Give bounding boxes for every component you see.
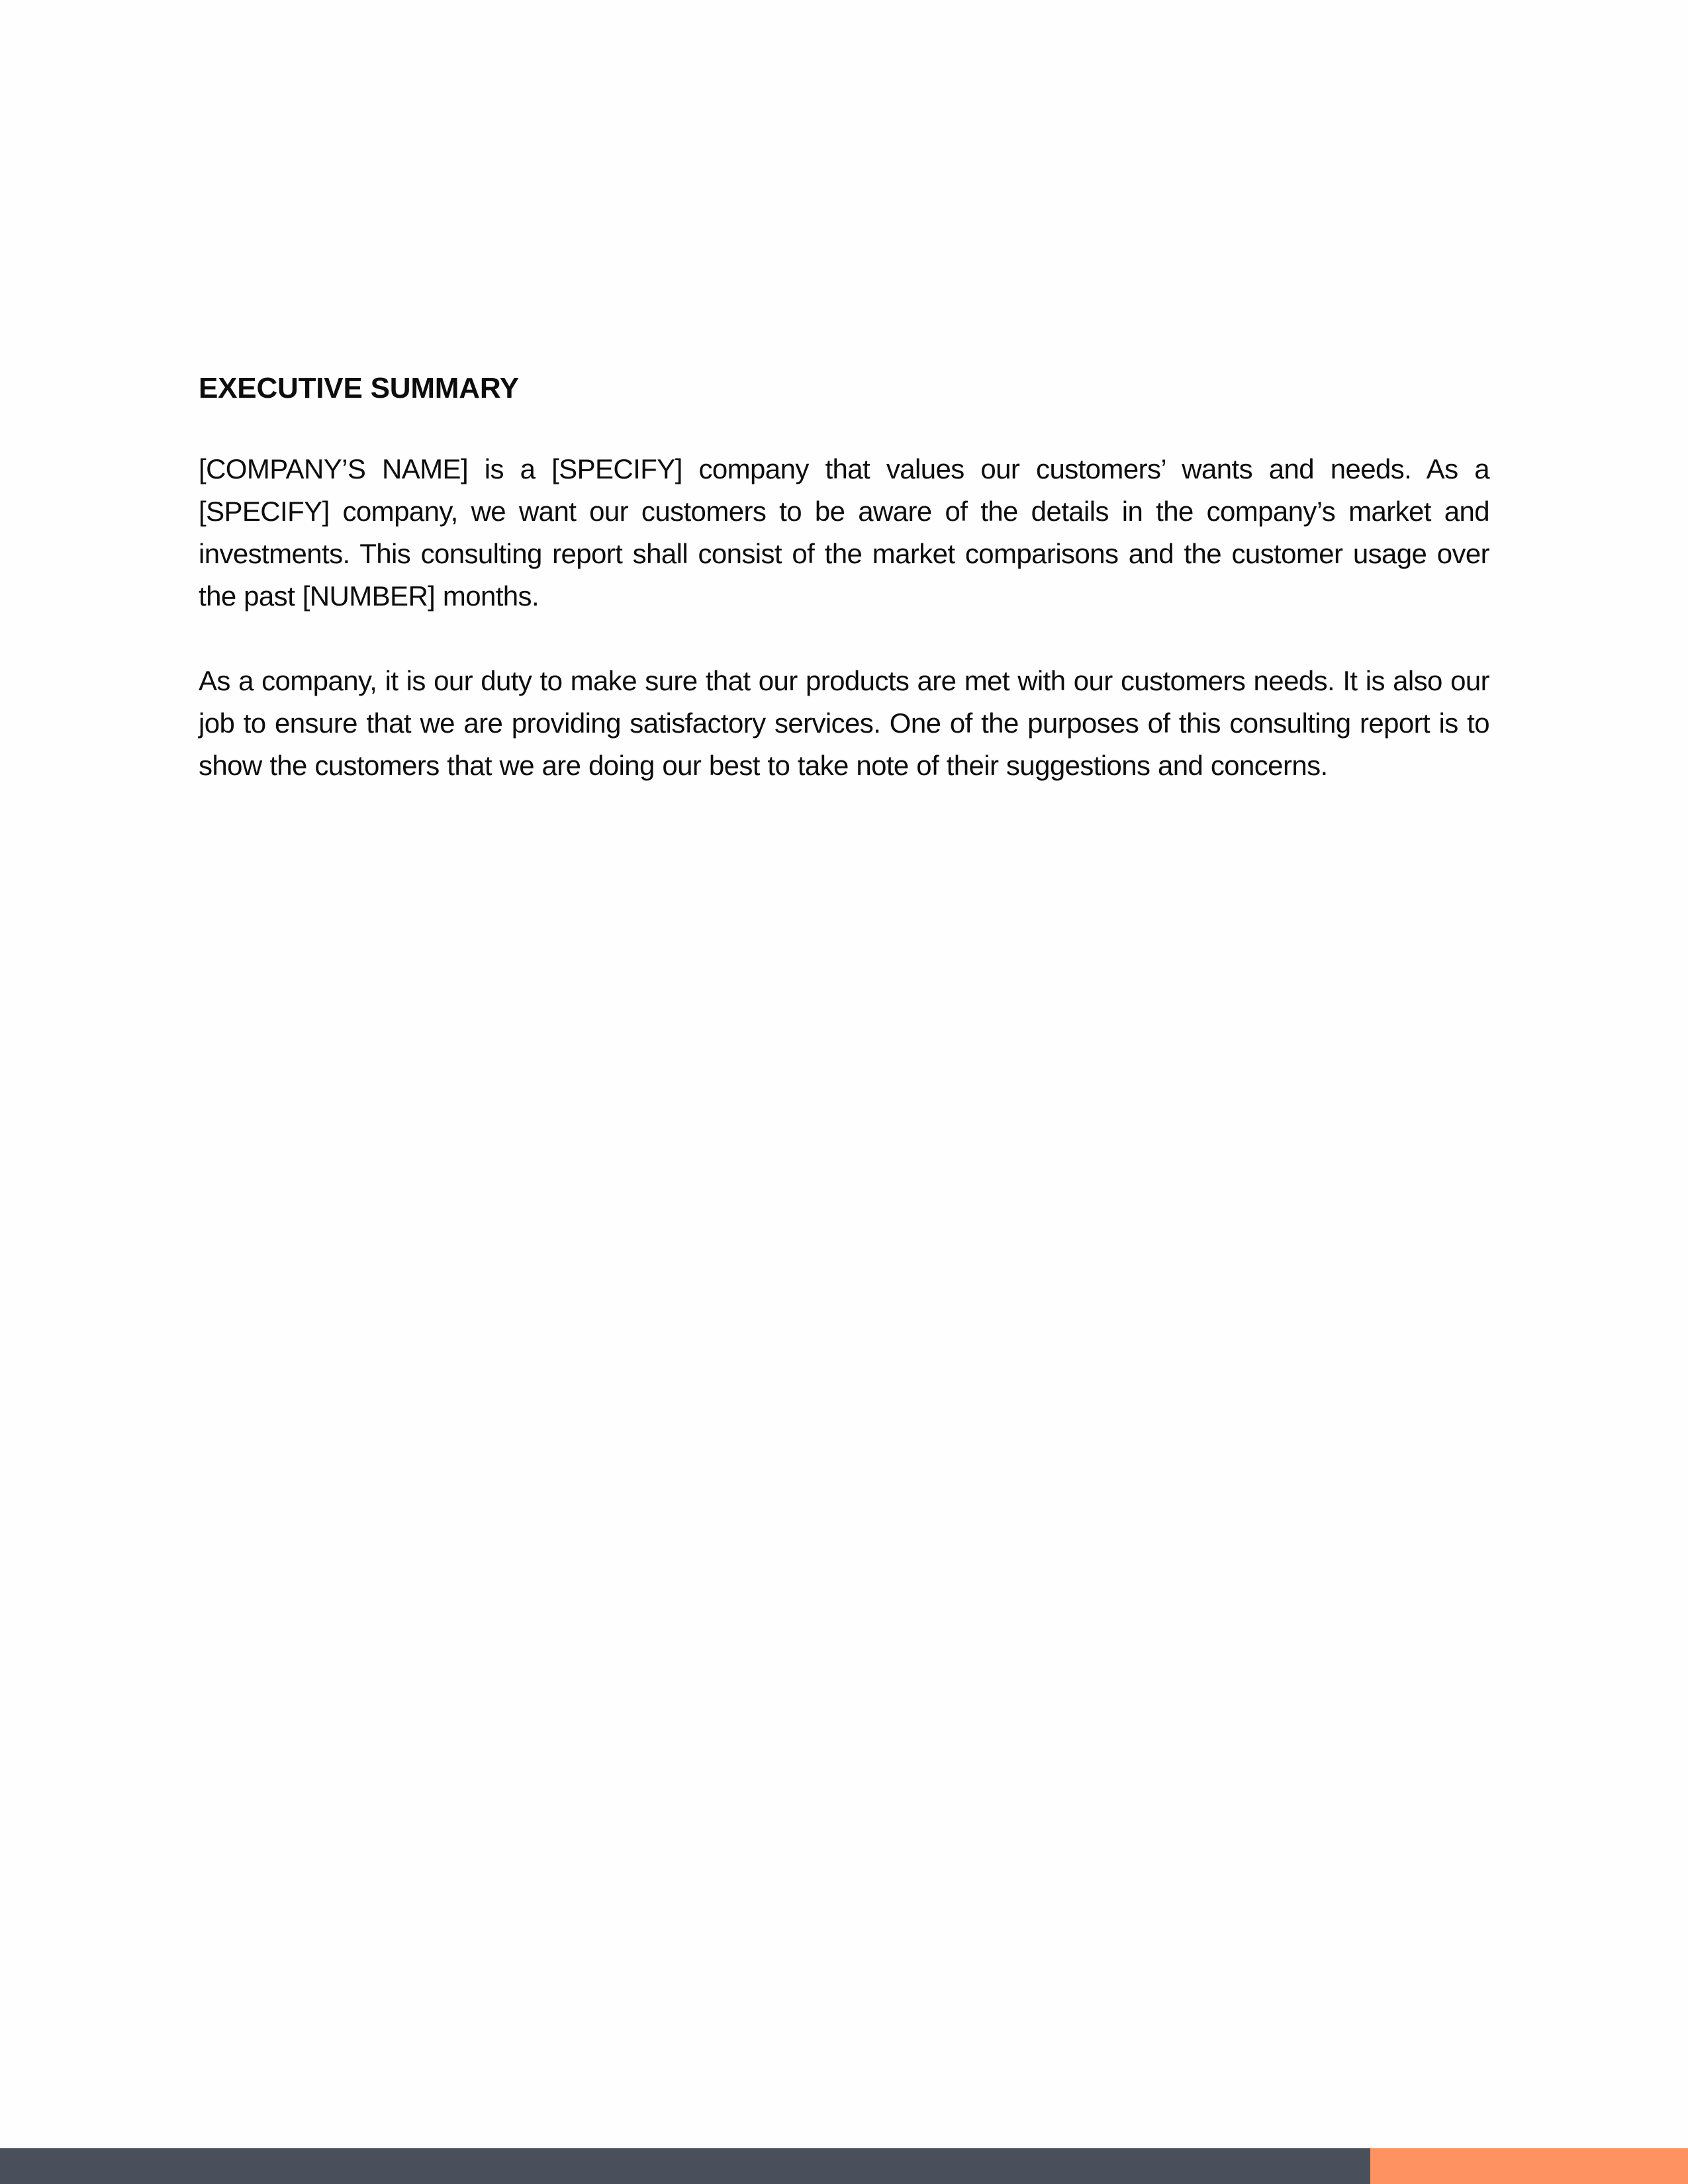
section-heading: EXECUTIVE SUMMARY xyxy=(199,372,519,404)
footer-accent-segment xyxy=(1370,2148,1688,2184)
footer-dark-segment xyxy=(0,2148,1370,2184)
document-body xyxy=(199,367,1489,829)
paragraph-company-duty: As a company, it is our duty to make sure that our products are met with our customers needs. It is also our job to ensure that we are providing satisfactory services. One of the purposes of this consulting report is to show the customers that we are doing our best to take note of their suggestions and concerns. xyxy=(199,665,1489,781)
paragraph-company-intro: [COMPANY’S NAME] is a [SPECIFY] company that values our customers’ wants and needs. As a [SPECIFY] company, we want our customers to be aware of the details in the company’s market and investments. This consulting report shall consist of the market comparisons and the customer usage over the past [NUMBER] months. xyxy=(199,453,1489,612)
footer-bar xyxy=(0,2148,1688,2184)
